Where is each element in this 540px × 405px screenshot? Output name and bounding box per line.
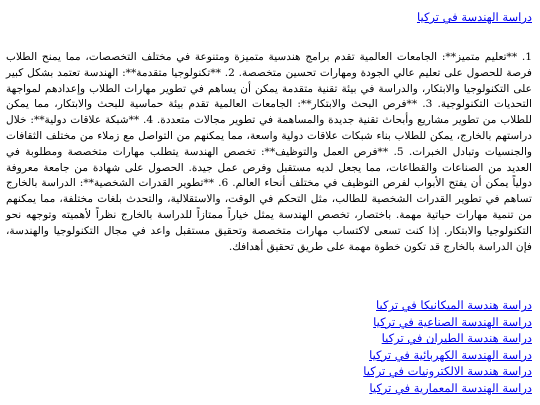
related-link-architecture[interactable]: دراسة الهندسة المعمارية في تركيا [369,380,532,395]
list-item [6,330,532,347]
related-link-mechanical[interactable]: دراسة هندسة الميكانيكا في تركيا [376,298,532,313]
list-item [6,380,532,397]
related-link-industrial[interactable]: دراسة الهندسة الصناعية في تركيا [373,314,532,329]
list-item [6,363,532,380]
related-links-list [6,297,532,396]
list-item [6,314,532,331]
list-item [6,347,532,364]
related-link-aviation[interactable]: دراسة هندسة الطيران في تركيا [381,331,532,346]
list-item [6,297,532,314]
related-link-electrical[interactable]: دراسة الهندسة الكهربائية في تركيا [369,347,532,362]
article-body: 1. **تعليم متميز**: الجامعات العالمية تقدم برامج هندسية متميزة ومتنوعة في مختلف التخصصات، مما يمنح الطلاب فرصة للحصول على تعليم عالي الجودة ومهارات تحسين متخصصة. 2. **تكنولوجيا متقدمة**: الهندسة تعتمد بشكل كبير على التكنولوجيا والابتكار، والدراسة في بيئة تقنية متقدمة يمكن أن يساهم في تطوير مهارات الطلاب وإعدادهم لمواجهة التحديات التكنولوجية. 3. **فرص البحث والابتكار**: الجامعات العالمية تقدم بيئة حماسية للبحث والابتكار، مما يمكن للطلاب من تطوير مشاريع وأبحاث تقنية جديدة والمساهمة في تطوير مجالات متعددة. 4. **شبكة علاقات دولية**: خلال دراستهم بالخارج، يمكن للطلاب بناء شبكات علاقات دولية واسعة، مما يمكنهم من التواصل مع زملاء من مختلف الثقافات والجنسيات وتبادل الخبرات. 5. **فرص العمل والتوظيف**: تخصص الهندسة يتطلب مهارات متخصصة ومطلوبة في العديد من الصناعات والقطاعات، مما يجعل لديه مستقبل وفرص عمل جيدة. الحصول على شهادة من جامعة معروفة دولياً يمكن أن يفتح الأبواب لفرص التوظيف في مختلف أنحاء العالم. 6. **تطوير القدرات الشخصية**: الدراسة بالخارج تساهم في تطوير القدرات الشخصية للطالب، مثل التحكم في الوقت، والاستقلالية، والتحدث بلغات مختلفة، مما يمكنهم من تنمية مهارات حياتية مهمة. باختصار، تخصص الهندسة يمثل خياراً ممتازاً للدراسة بالخارج نظراً لأهميته وتوجهه نحو التكنولوجيا والابتكار. إذا كنت تسعى لاكتساب مهارات متخصصة وتحقيق مستقبل واعد في مجال التكنولوجيا والهندسة، فإن الدراسة بالخارج قد تكون خطوة مهمة على طريق تحقيق أهدافك. [6,51,532,253]
related-link-electronics[interactable]: دراسة هندسة الالكترونيات في تركيا [363,364,532,379]
top-link[interactable]: دراسة الهندسة في تركيا [416,10,532,24]
